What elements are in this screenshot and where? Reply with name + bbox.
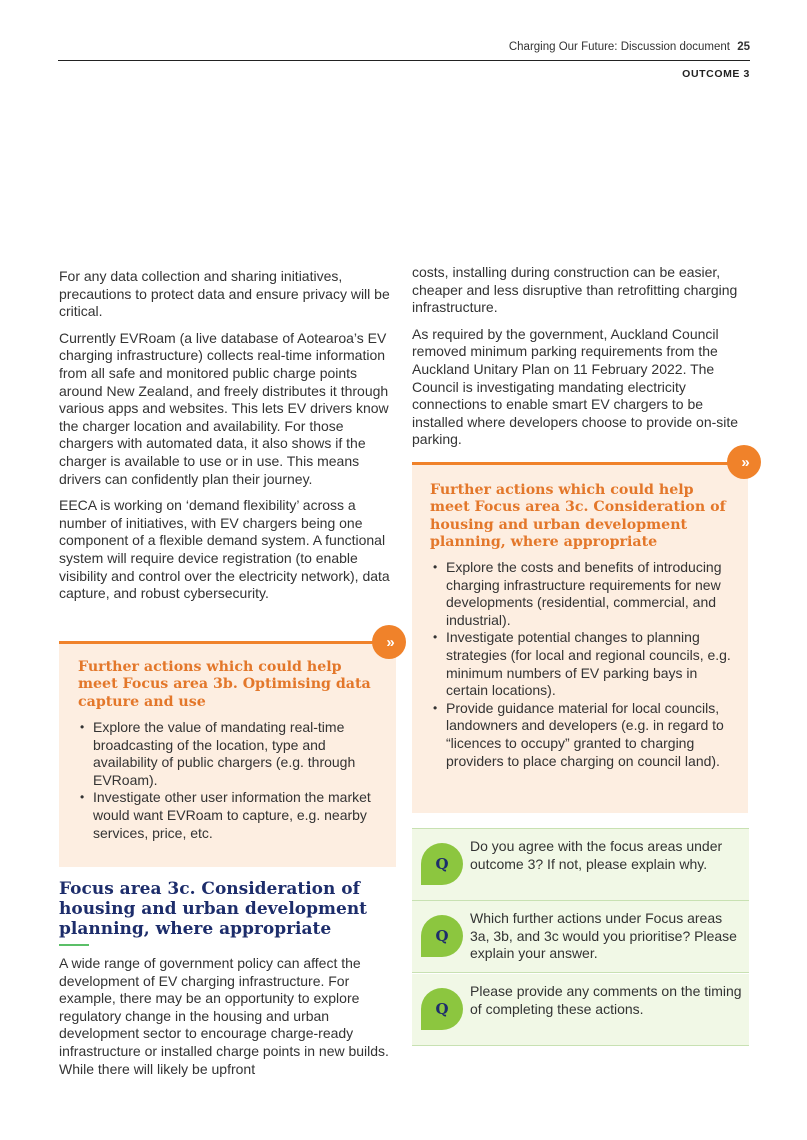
question-text: Which further actions under Focus areas 3a, 3b, and 3c would you prioritise? Please explain your answer. [470,910,737,962]
header-text [509,41,750,53]
box-title: Further actions which could help meet Focus area 3b. Optimising data capture and use [78,659,371,710]
list-item: • Explore the value of mandating real-time broadcasting of the location, type and availability of public chargers (e.g. through EVRoam). [78,719,378,789]
double-chevron-icon: » [727,445,761,479]
question-box [412,901,749,973]
question-box [412,974,749,1046]
page-number: 25 [737,41,750,53]
list-item: • Explore the costs and benefits of introducing charging infrastructure requirements for new developments (residential, commercial, and industrial). [431,559,731,629]
focus-area-body: A wide range of government policy can affect the development of EV charging infrastructure. For example, there may be an opportunity to explore regulatory change in the housing and urban development sector to encourage charge-ready infrastructure or installed charge points in new builds. While there will likely be upfront [59,955,389,1077]
paragraph: costs, installing during construction can be easier, cheaper and less disruptive than retrofitting charging infrastructure. [412,264,738,316]
paragraph: As required by the government, Auckland Council removed minimum parking requirements from the Auckland Unitary Plan on 11 February 2022. The Council is investigating mandating electricity connections to enable smart EV chargers to be installed where developers choose to provide on-site parking. [412,325,739,448]
list-item: • Investigate potential changes to planning strategies (for local and regional councils, e.g. minimum numbers of EV parking bays in certain locations). [431,629,731,699]
focus-area-heading: Focus area 3c. Consideration of housing and urban development planning, where appropriate [59,879,368,939]
question-text: Please provide any comments on the timing of completing these actions. [470,983,742,1017]
list-item: • Investigate other user information the market would want EVRoam to capture, e.g. nearby services, price, etc. [78,789,378,842]
question-box [412,828,749,901]
further-actions-box-3b [59,633,396,867]
right-column [412,264,750,458]
further-actions-box-3c [412,453,748,813]
list-item: • Provide guidance material for local councils, landowners and developers (e.g. in regard to “licences to occupy” granted to charging providers to place charging on council land). [431,700,731,770]
question-bubble-icon: Q [421,988,463,1030]
double-chevron-icon: » [372,625,406,659]
actions-list [78,719,378,842]
paragraph: EECA is working on ‘demand flexibility’ across a number of initiatives, with EV chargers being one component of a flexible demand system. A functional system will require device registration (to enable visibility and control over the electricity network), data capture, and robust cybersecurity. [59,497,390,602]
section-label: OUTCOME 3 [682,68,750,80]
document-title: Charging Our Future: Discussion document [508,41,730,53]
box-title: Further actions which could help meet Focus area 3c. Consideration of housing and urban development planning, where appropriate [430,482,726,551]
left-column [59,268,397,612]
question-bubble-icon: Q [421,915,463,957]
heading-divider [59,944,89,946]
question-text: Do you agree with the focus areas under outcome 3? If not, please explain why. [470,838,723,872]
question-bubble-icon: Q [421,843,463,885]
paragraph: For any data collection and sharing initiatives, precautions to protect data and ensure privacy will be critical. [59,268,390,320]
actions-list [431,559,731,770]
paragraph: Currently EVRoam (a live database of Aotearoa’s EV charging infrastructure) collects real-time information from all safe and monitored public charge points around New Zealand, and freely distributes it through various apps and websites. This lets EV drivers know the charger location and availability. For those chargers with automated data, it also shows if the charger is available to use or in use. This means drivers can confidently plan their journey. [59,329,389,487]
page-header [58,40,750,61]
